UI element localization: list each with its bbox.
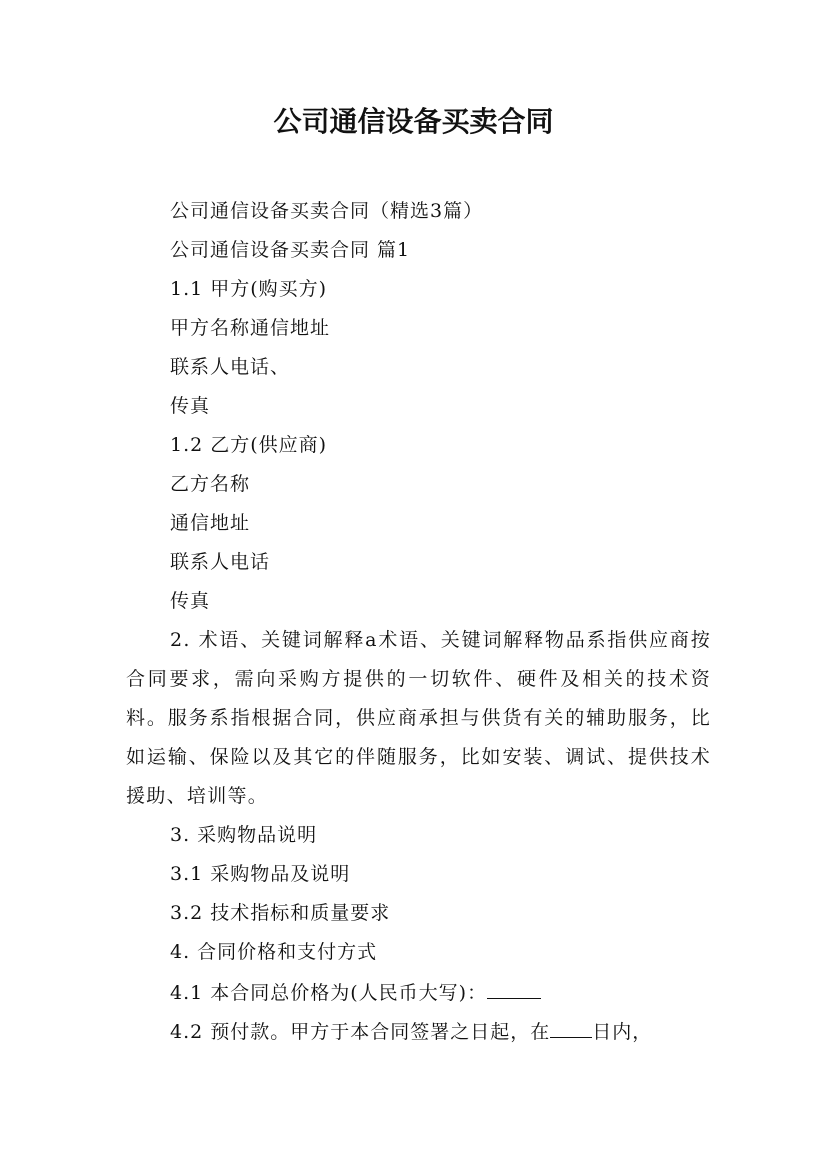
days-blank xyxy=(550,1011,592,1038)
clause-4-1-text: 4.1 本合同总价格为(人民币大写)： xyxy=(170,982,488,1004)
party-b-address: 通信地址 xyxy=(170,512,251,534)
clause-4: 4. 合同价格和支付方式 xyxy=(170,941,378,963)
clause-3: 3. 采购物品说明 xyxy=(170,824,318,846)
clause-4-2 xyxy=(126,1011,711,1050)
clause-4-2-text: 4.2 预付款。甲方于本合同签署之日起，在 xyxy=(170,1021,551,1043)
party-a-fax: 传真 xyxy=(170,395,211,417)
party-a-name-address: 甲方名称通信地址 xyxy=(170,317,331,339)
price-blank xyxy=(487,972,541,999)
party-a-contact: 联系人电话、 xyxy=(170,356,291,378)
clause-4-2-tail: 日内， xyxy=(592,1021,653,1043)
subtitle-line: 公司通信设备买卖合同（精选3篇） xyxy=(170,200,484,222)
clause-3-2: 3.2 技术指标和质量要求 xyxy=(170,902,391,924)
clause-1-1: 1.1 甲方(购买方) xyxy=(170,278,328,300)
clause-3-1: 3.1 采购物品及说明 xyxy=(170,863,351,885)
terms-paragraph: 2. 术语、关键词解释a术语、关键词解释物品系指供应商按合同要求，需向采购方提供的一切软件、硬件及相关的技术资料。服务系指根据合同，供应商承担与供货有关的辅助服务，比如运输、保险以及其它的伴随服务，比如安装、调试、提供技术援助、培训等。 xyxy=(126,629,711,807)
party-b-fax: 传真 xyxy=(170,590,211,612)
party-b-name: 乙方名称 xyxy=(170,473,251,495)
clause-1-2: 1.2 乙方(供应商) xyxy=(170,434,328,456)
document-body xyxy=(126,192,711,1050)
clause-4-1 xyxy=(126,972,711,1011)
party-b-contact: 联系人电话 xyxy=(170,551,271,573)
section-heading: 公司通信设备买卖合同 篇1 xyxy=(170,239,411,261)
document-title: 公司通信设备买卖合同 xyxy=(273,105,554,138)
